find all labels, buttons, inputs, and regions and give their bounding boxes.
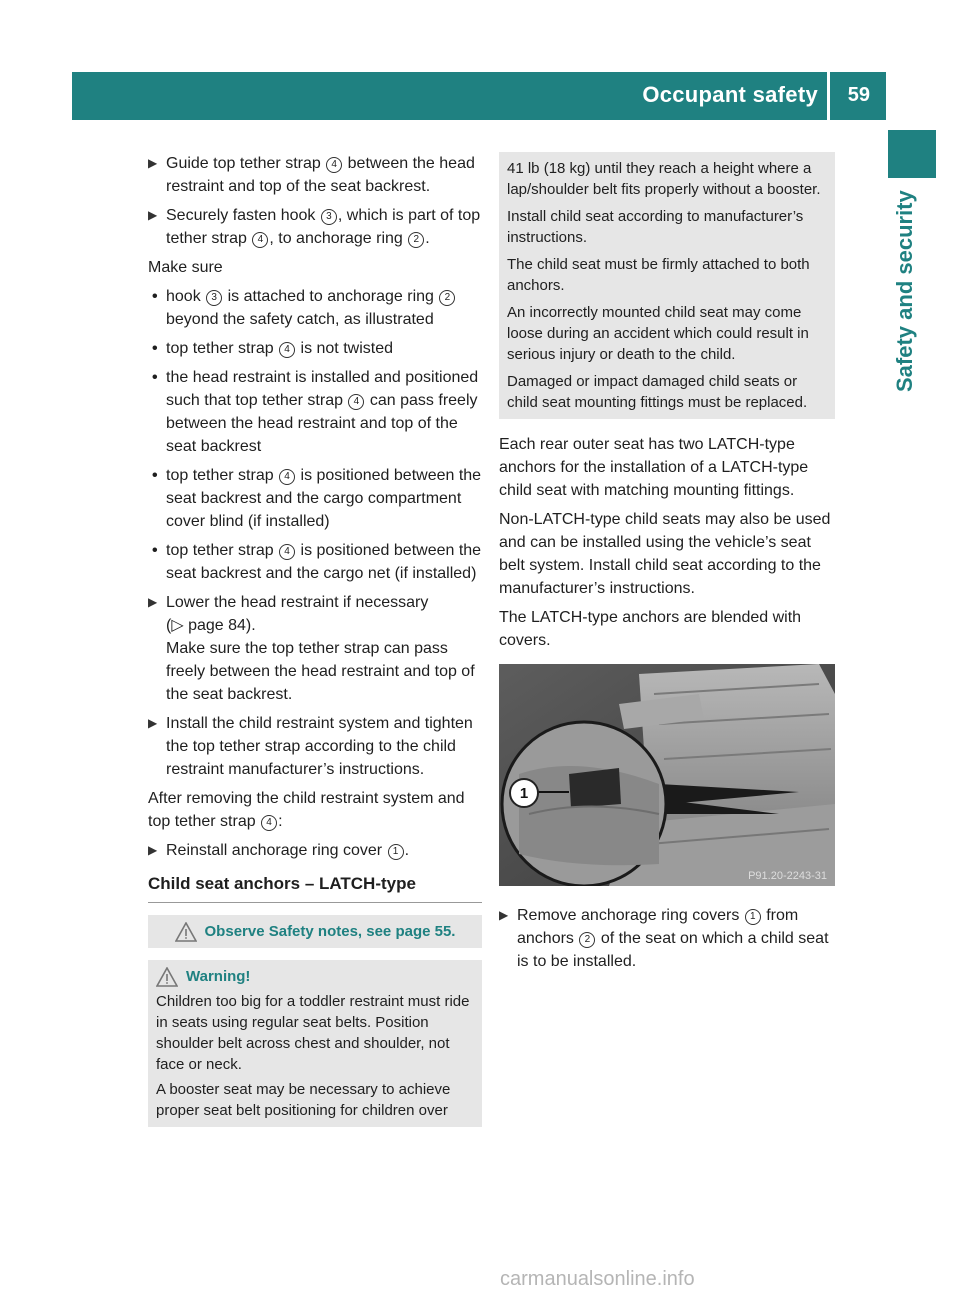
checklist-item: • top tether strap 4 is positioned between the seat backrest and the cargo net (if installed) xyxy=(148,539,482,585)
checklist-item: • top tether strap 4 is not twisted xyxy=(148,337,482,360)
observe-notice-text[interactable]: Observe Safety notes, see page 55. xyxy=(204,923,456,940)
warning-paragraph: Children too big for a toddler restraint must ride in seats using regular seat belts. Position shoulder belt across chest and shoulder, not face or neck. xyxy=(156,993,470,1073)
warning-paragraph: 41 lb (18 kg) until they reach a height where a lap/shoulder belt fits properly without a booster. xyxy=(507,160,821,198)
bullet-icon: • xyxy=(152,288,158,305)
page-reference-link[interactable]: (▷ page 84). xyxy=(166,617,256,634)
observe-notice xyxy=(148,915,482,948)
checklist-item: • top tether strap 4 is positioned between the seat backrest and the cargo compartment cover blind (if installed) xyxy=(148,464,482,533)
callout-number: 1 xyxy=(388,844,404,860)
body-paragraph: Non-LATCH-type child seats may also be used and can be installed using the vehicle’s seat belt system. Install child seat according to the manufacturer’s instructions. xyxy=(499,511,831,597)
step-fasten-hook: ▶ Securely fasten hook 3 , which is part of top tether strap 4 , to anchorage ring 2 . xyxy=(148,204,482,250)
left-column xyxy=(148,152,482,1127)
bullet-icon: • xyxy=(152,369,158,386)
step-marker-icon: ▶ xyxy=(148,595,158,609)
step-guide-tether: ▶ Guide top tether strap 4 between the head restraint and top of the seat backrest. xyxy=(148,152,482,198)
side-tab xyxy=(888,120,940,1020)
step-marker-icon: ▶ xyxy=(148,843,158,857)
side-tab-label: Safety and security xyxy=(892,190,917,392)
callout-number: 4 xyxy=(279,469,295,485)
photo-code: P91.20-2243-31 xyxy=(748,870,827,882)
photo-callout-number: 1 xyxy=(509,778,539,808)
body-paragraph: The LATCH-type anchors are blended with covers. xyxy=(499,609,802,649)
callout-number: 4 xyxy=(279,544,295,560)
warning-triangle-icon xyxy=(175,922,197,942)
warning-box-continued xyxy=(499,152,835,419)
callout-number: 4 xyxy=(261,815,277,831)
step-marker-icon: ▶ xyxy=(148,156,158,170)
checklist-item: • hook 3 is attached to anchorage ring 2 beyond the safety catch, as illustrated xyxy=(148,285,482,331)
step-marker-icon: ▶ xyxy=(148,716,158,730)
step-marker-icon: ▶ xyxy=(499,908,509,922)
seat-illustration xyxy=(499,664,835,886)
warning-triangle-icon xyxy=(156,967,178,987)
callout-number: 4 xyxy=(348,394,364,410)
callout-number: 2 xyxy=(579,932,595,948)
step-install-restraint: ▶ Install the child restraint system and tighten the top tether strap according to the child restraint manufacturer’s instructions. xyxy=(148,712,482,781)
warning-title: Warning! xyxy=(186,968,251,985)
callout-number: 2 xyxy=(408,232,424,248)
callout-number: 4 xyxy=(279,342,295,358)
checklist-item: • the head restraint is installed and positioned such that top tether strap 4 can pass freely between the head restraint and top of the seat backrest xyxy=(148,366,482,458)
make-sure-label: Make sure xyxy=(148,259,223,276)
warning-paragraph: Damaged or impact damaged child seats or child seat mounting fittings must be replaced. xyxy=(507,373,808,411)
step-marker-icon: ▶ xyxy=(148,208,158,222)
callout-number: 4 xyxy=(252,232,268,248)
step-lower-head-restraint: ▶ Lower the head restraint if necessary (▷ page 84). Make sure the top tether strap can pass freely between the head restraint and top of the seat backrest. xyxy=(148,591,482,706)
header-divider xyxy=(827,72,830,120)
seat-anchor-photo xyxy=(499,664,835,886)
page-number: 59 xyxy=(847,84,870,106)
header-bar xyxy=(72,72,886,120)
watermark: carmanualsonline.info xyxy=(500,1268,695,1290)
step-reinstall-cover: ▶ Reinstall anchorage ring cover 1 . xyxy=(148,839,482,862)
warning-paragraph: Install child seat according to manufacturer’s instructions. xyxy=(507,208,804,246)
bullet-icon: • xyxy=(152,467,158,484)
body-paragraph: Each rear outer seat has two LATCH-type anchors for the installation of a LATCH-type child seat with matching mounting fittings. xyxy=(499,436,809,499)
warning-paragraph: An incorrectly mounted child seat may come loose during an accident which could result in serious injury or death to the child. xyxy=(507,304,809,363)
side-tab-marker xyxy=(888,130,936,178)
warning-paragraph: The child seat must be firmly attached to both anchors. xyxy=(507,256,810,294)
callout-number: 3 xyxy=(321,209,337,225)
section-title: Occupant safety xyxy=(642,82,818,107)
bullet-icon: • xyxy=(152,340,158,357)
callout-number: 2 xyxy=(439,290,455,306)
section-heading: Child seat anchors – LATCH-type xyxy=(148,874,482,903)
warning-paragraph: A booster seat may be necessary to achieve proper seat belt positioning for children over xyxy=(156,1081,451,1119)
bullet-icon: • xyxy=(152,542,158,559)
callout-number: 4 xyxy=(326,157,342,173)
after-removing-text: After removing the child restraint system and top tether strap 4 : xyxy=(148,790,465,830)
step-remove-covers: ▶ Remove anchorage ring covers 1 from anchors 2 of the seat on which a child seat is to be installed. xyxy=(499,904,835,973)
callout-number: 1 xyxy=(745,909,761,925)
right-column xyxy=(499,152,835,979)
callout-number: 3 xyxy=(206,290,222,306)
warning-box xyxy=(148,960,482,1127)
